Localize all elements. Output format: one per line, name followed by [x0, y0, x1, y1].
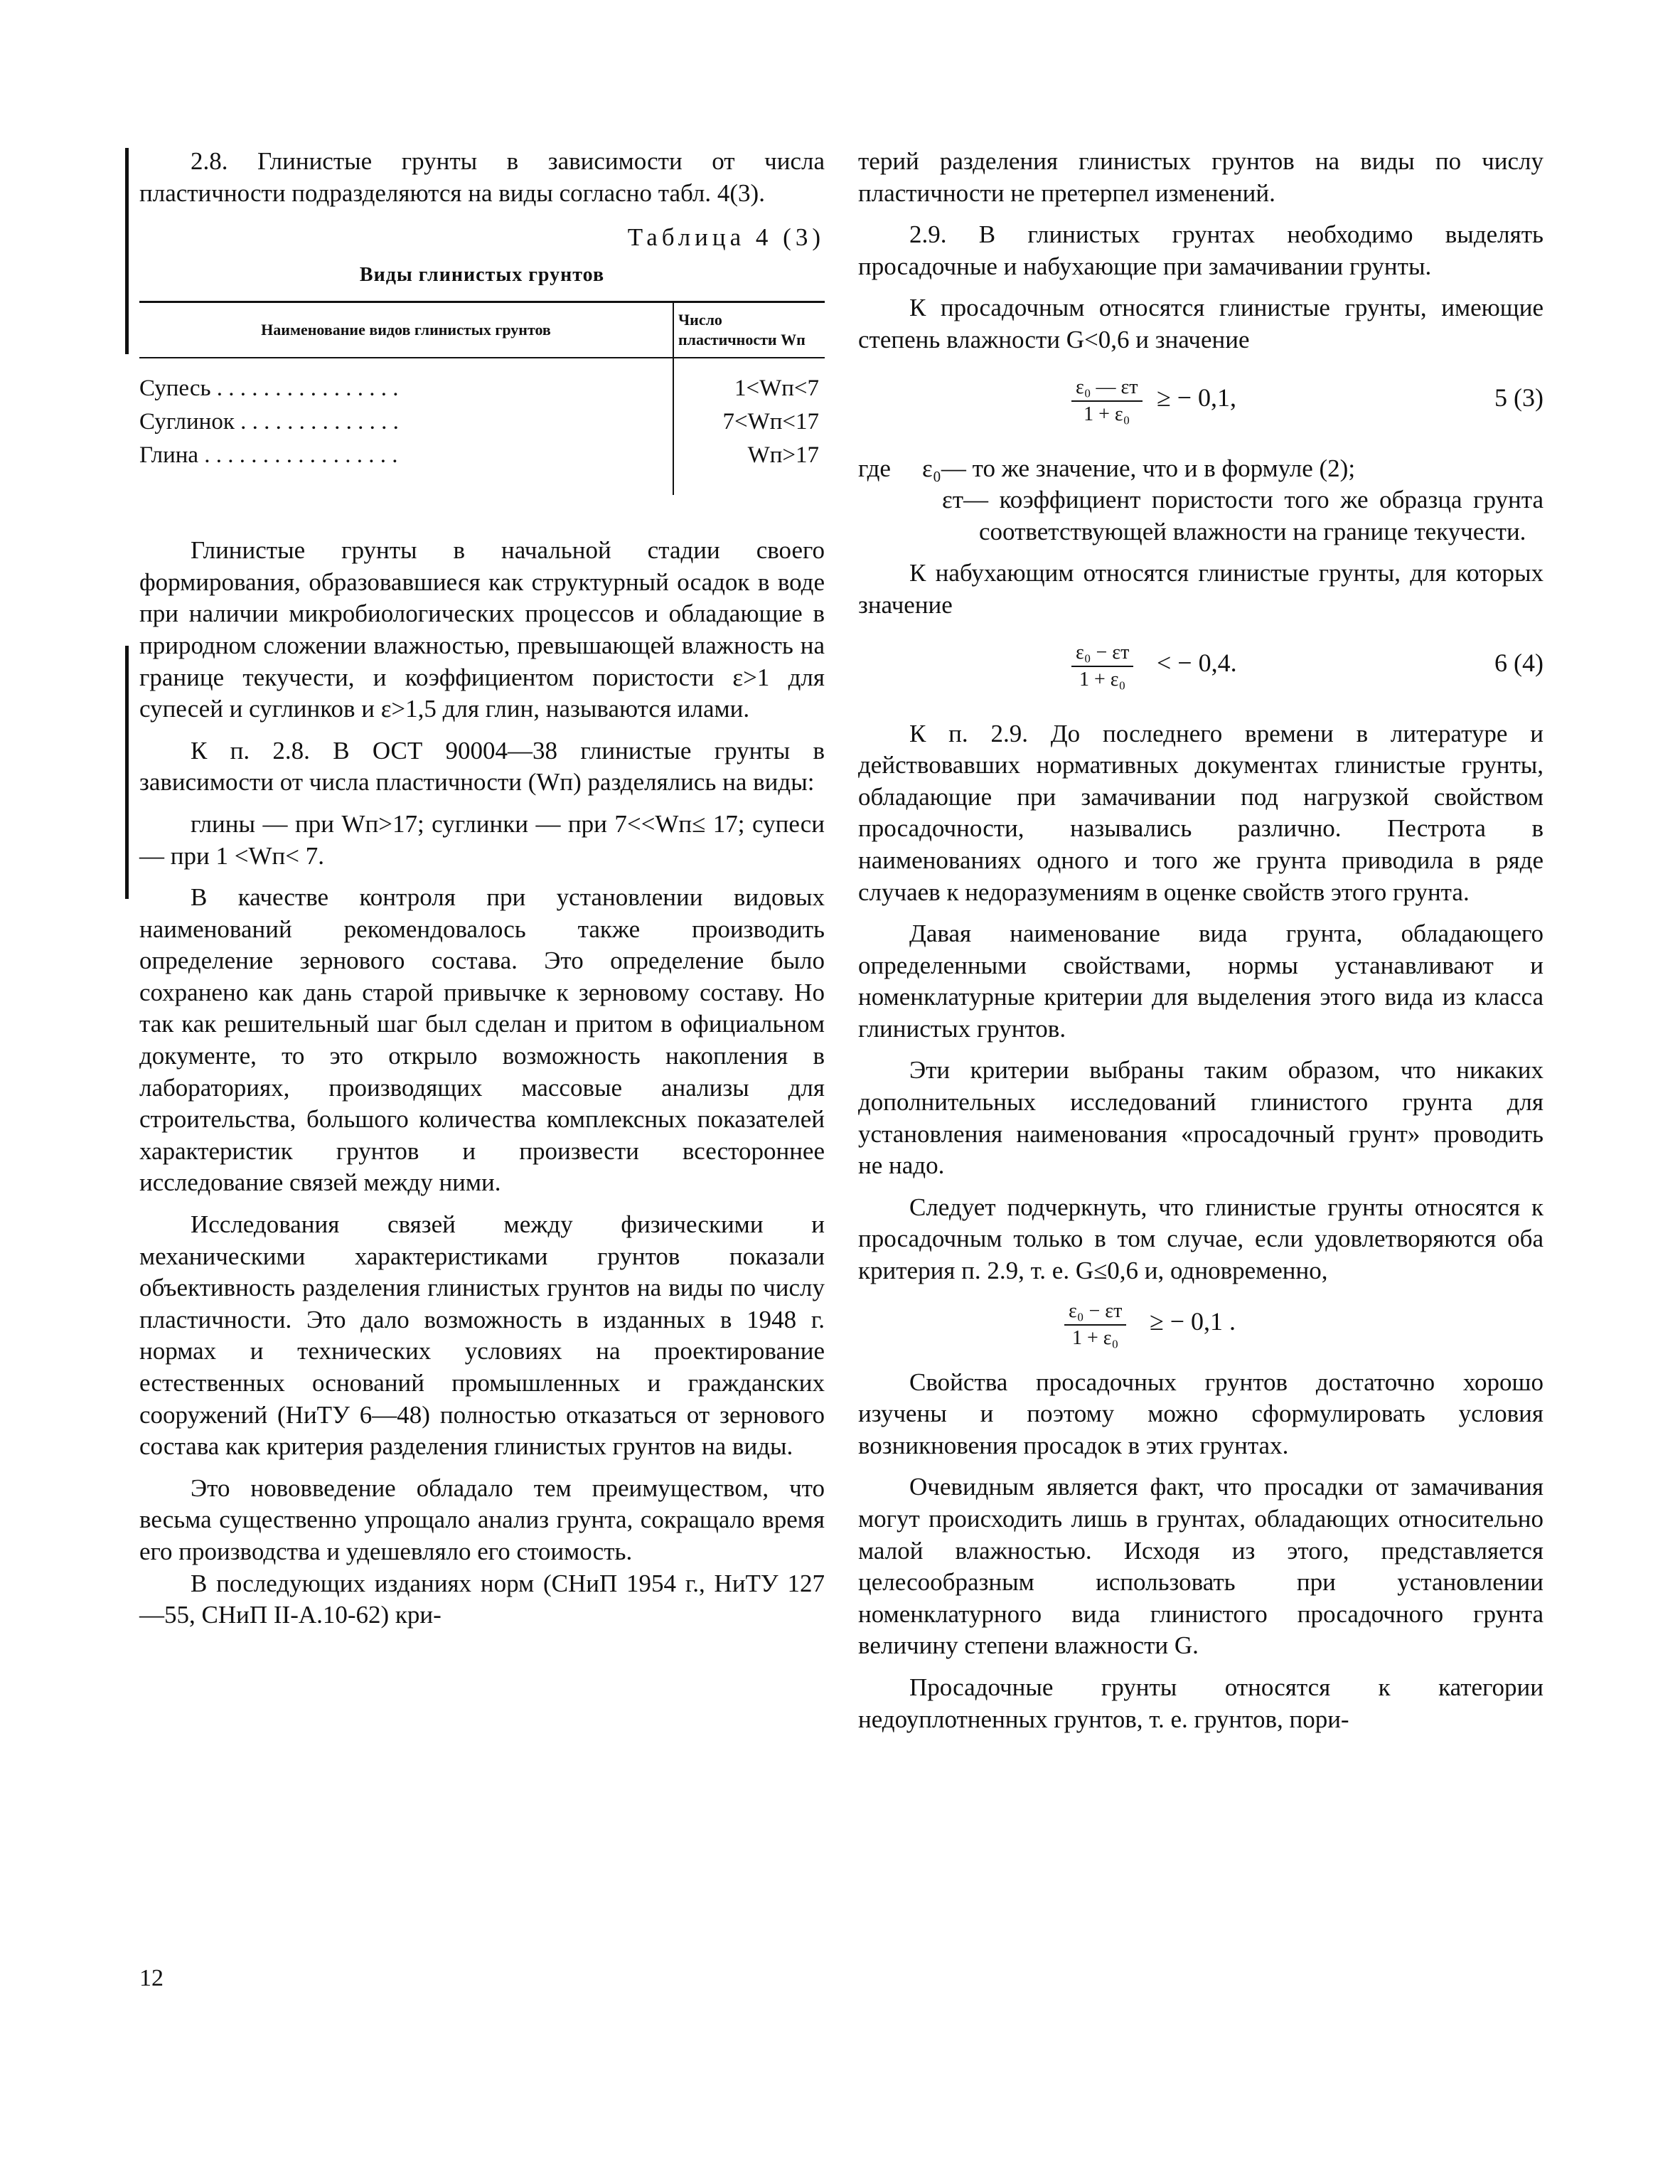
formula-7-fraction: [1064, 1299, 1126, 1351]
table-row: [139, 358, 825, 405]
soil-types-table: [139, 301, 825, 495]
paragraph-novovvedenie: Это нововведение обладало тем преимуществом, что весьма существенно упрощало анализ грунта, сокращало время его производства и удешевляло его стоимость.: [139, 1474, 825, 1565]
formula-6-relation: < − 0,4.: [1157, 648, 1237, 677]
where-e0: [858, 453, 1543, 485]
paragraph-sleduet: Следует подчеркнуть, что глинистые грунты относятся к просадочным только в том случае, если удовлетворяются оба критерия п. 2.9, т. е. G≤0,6 и, одновременно,: [858, 1193, 1543, 1285]
formula-6-fraction: [1071, 640, 1133, 693]
table-header-plasticity: Число пластичности Wп: [673, 302, 825, 358]
paragraph-kategoriya: Просадочные грунты относятся к категории недоуплотненных грунтов, т. е. грунтов, пори-: [858, 1673, 1543, 1733]
paragraph-nabukhayushchie: К набухающим относятся глинистые грунты, для которых значение: [858, 559, 1543, 619]
formula-5-label: 5 (3): [1494, 383, 1543, 412]
paragraph-k-2-8: К п. 2.8. В ОСТ 90004—38 глинистые грунты в зависимости от числа пластичности (Wп) разделялись на виды:: [139, 736, 825, 797]
paragraph-ily: Глинистые грунты в начальной стадии своего формирования, образовавшиеся как структурный осадок в воде при наличии микробиологических процессов и обладающие в природном сложении влажностью, превышающей влажность на границе текучести, и коэффициентом пористости ε>1 для супесей и суглинков и ε>1,5 для глин, называются илами.: [139, 536, 825, 723]
table-cell-name: Суглинок . . . . . . . . . . . . . .: [139, 405, 673, 438]
table-cell-name: Супесь . . . . . . . . . . . . . . . .: [139, 358, 673, 405]
right-column: [858, 146, 1543, 1735]
margin-bar-middle: [125, 646, 129, 899]
formula-7-denominator: 1 + ε₀: [1072, 1326, 1119, 1349]
formula-6-label: 6 (4): [1494, 648, 1543, 677]
formula-5: [858, 362, 1543, 447]
paragraph-vidy: глины — при Wп>17; суглинки — при 7<<Wп≤ 17; супеси — при 1 <Wп< 7.: [139, 809, 825, 870]
paragraph-davaya: Давая наименование вида грунта, обладающего определенными свойствами, нормы устанавливают и номенклатурные критерии для выделения этого вида из класса глинистых грунтов.: [858, 920, 1543, 1043]
where-word: где: [858, 454, 891, 482]
formula-5-numerator: ε₀ — εт: [1071, 375, 1143, 402]
formula-5-denominator: 1 + ε₀: [1084, 403, 1130, 425]
paragraph-posleduyushchie: В последующих изданиях норм (СНиП 1954 г., НиТУ 127—55, СНиП II-А.10-62) кри-: [139, 1569, 825, 1629]
paragraph-prosadochnye: К просадочным относятся глинистые грунты, имеющие степень влажности G<0,6 и значение: [858, 294, 1543, 353]
formula-6-numerator: ε₀ − εт: [1071, 640, 1133, 667]
table-cell-value: 7<Wп<17: [722, 408, 819, 435]
page-number: 12: [139, 1965, 164, 1991]
table-cell-name: Глина . . . . . . . . . . . . . . . . .: [139, 438, 673, 496]
table-header-row: [139, 302, 825, 358]
paragraph-svoistva: Свойства просадочных грунтов достаточно хорошо изучены и поэтому можно сформулировать условия возникновения просадок в этих грунтах.: [858, 1368, 1543, 1459]
table-cell-value: Wп>17: [747, 442, 819, 468]
formula-6-denominator: 1 + ε₀: [1079, 668, 1126, 691]
table-row: [139, 438, 825, 496]
formula-7-numerator: ε₀ − εт: [1064, 1299, 1126, 1326]
paragraph-2-9: 2.9. В глинистых грунтах необходимо выделять просадочные и набухающие при замачивании грунты.: [858, 220, 1543, 280]
paragraph-issledovaniya: Исследования связей между физическими и механическими характеристиками грунтов показали объективность разделения глинистых грунтов на виды по числу пластичности. Это дало возможность в изданных в 1948 г. нормах и технических условиях на проектирование естественных оснований промышленных и гражданских сооружений (НиТУ 6—48) полностью отказаться от зернового состава как критерия разделения глинистых грунтов на виды.: [139, 1210, 825, 1461]
formula-5-fraction: [1071, 375, 1143, 427]
formula-5-relation: ≥ − 0,1,: [1157, 383, 1237, 412]
formula-6: [858, 627, 1543, 713]
table-header-name: Наименование видов глинистых грунтов: [139, 302, 673, 358]
paragraph-2-8: 2.8. Глинистые грунты в зависимости от числа пластичности подразделяются на виды согласно табл. 4(3).: [139, 147, 825, 207]
paragraph-k-2-9: К п. 2.9. До последнего времени в литературе и действовавших нормативных документах глинистые грунты, обладающие при замачивании под нагрузкой свойством просадочности, назывались различно. Пестрота в наименованиях одного и того же грунта приводила в ряде случаев к недоразумениям в оценке свойств этого грунта.: [858, 719, 1543, 906]
paragraph-ochevidnym: Очевидным является факт, что просадки от замачивания могут происходить лишь в грунтах, обладающих относительно малой влажностью. Исходя из этого, представляется целесообразным использовать при установлении номенклатурного вида глинистого просадочного грунта величину степени влажности G.: [858, 1473, 1543, 1660]
formula-7-relation: ≥ − 0,1 .: [1150, 1306, 1236, 1336]
margin-bar-top: [125, 148, 129, 354]
where-e0-text: ε₀— то же значение, что и в формуле (2);: [922, 454, 1356, 482]
table-title: Виды глинистых грунтов: [359, 263, 605, 286]
where-block: [858, 453, 1543, 548]
paragraph-continuation: терий разделения глинистых грунтов на виды по числу пластичности не претерпел изменений.: [858, 147, 1543, 207]
table-cell-value: 1<Wп<7: [734, 375, 819, 402]
table-row: [139, 405, 825, 438]
paragraph-control: В качестве контроля при установлении видовых наименований рекомендовалось также производить определение зернового состава. Это определение было сохранено как дань старой привычке к зерновому составу. Но так как решительный шаг был сделан и притом в официальном документе, то это открыло возможность накопления в лабораториях, производящих массовые анализы для строительства, большого количества комплексных показателей характеристик грунтов и произвести всестороннее исследование связей между ними.: [139, 883, 825, 1197]
table-caption: Таблица 4 (3): [627, 223, 825, 252]
left-column: [139, 146, 825, 1631]
paragraph-kriterii: Эти критерии выбраны таким образом, что никаких дополнительных исследований глинистого грунта для установления наименования «просадочный грунт» проводить не надо.: [858, 1056, 1543, 1180]
formula-7: [858, 1293, 1543, 1361]
where-et: εт— коэффициент пористости того же образца грунта соответствующей влажности на границе текучести.: [942, 486, 1543, 545]
